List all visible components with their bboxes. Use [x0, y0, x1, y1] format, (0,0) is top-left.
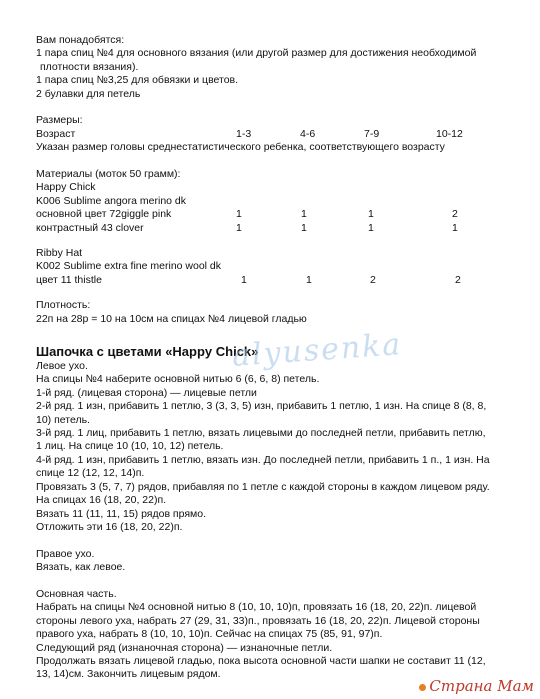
yarn2-name: Ribby Hat: [36, 247, 83, 260]
instruction-line: 4-й ряд. 1 изн, прибавить 1 петлю, вязать изн. До последней петли, прибавить 1 п., 1 изн. На: [36, 453, 490, 466]
blog-watermark: alyusenka: [230, 327, 404, 374]
pins-line: 2 булавки для петель: [36, 87, 141, 100]
skein-count: 1: [306, 273, 312, 286]
instruction-line: Продолжать вязать лицевой гладью, пока высота основной части шапки не составит 11 (12,: [36, 654, 486, 667]
left-ear-heading: Левое ухо.: [36, 360, 88, 373]
yarn2-color-label: цвет 11 thistle: [36, 273, 102, 286]
instruction-line: Отложить эти 16 (18, 20, 22)п.: [36, 520, 183, 533]
instruction-line: На спицы №4 наберите основной нитью 6 (6, 6, 8) петель.: [36, 373, 320, 386]
instruction-line: На спицах 16 (18, 20, 22)п.: [36, 494, 167, 507]
instruction-line: 10) петель.: [36, 413, 90, 426]
instruction-line: 1 лиц. На спице 10 (10, 10, 12) петель.: [36, 440, 224, 453]
skein-count: 1: [301, 208, 307, 221]
instruction-line: спице 12 (12, 12, 14)п.: [36, 467, 145, 480]
skein-count: 1: [241, 273, 247, 286]
skein-count: 1: [368, 208, 374, 221]
instruction-line: правого уха, набрать 8 (10, 10, 10)п. Сейчас на спицах 75 (85, 91, 97)п.: [36, 628, 383, 641]
age-label: Возраст: [36, 127, 76, 140]
needles-edge-line: 1 пара спиц №3,25 для обвязки и цветов.: [36, 74, 239, 87]
gauge-heading: Плотность:: [36, 299, 91, 312]
needed-heading: Вам понадобятся:: [36, 34, 125, 46]
yarn1-main-row: [36, 208, 526, 221]
instruction-line: Провязать 3 (5, 7, 7) рядов, прибавляя по 1 петле с каждой стороны в каждом лицевом ряду.: [36, 480, 490, 493]
yarn1-contrast-label: контрастный 43 clover: [36, 221, 144, 234]
site-watermark-text: Страна Мам: [429, 677, 534, 695]
main-part-heading: Основная часть.: [36, 587, 117, 600]
instruction-line: Вязать 11 (11, 11, 15) рядов прямо.: [36, 507, 207, 520]
skein-count: 1: [368, 221, 374, 234]
instruction-line: 13, 14)см. Закончить лицевым рядом.: [36, 668, 221, 681]
instruction-line: Вязать, как левое.: [36, 561, 126, 574]
skein-count: 1: [236, 208, 242, 221]
skein-count: 1: [301, 221, 307, 234]
yarn1-main-label: основной цвет 72giggle pink: [36, 208, 172, 221]
gauge-text: 22п на 28р = 10 на 10см на спицах №4 лицевой гладью: [36, 312, 307, 325]
site-watermark: [419, 677, 534, 695]
age-value: 7-9: [364, 127, 380, 140]
right-ear-heading: Правое ухо.: [36, 547, 95, 560]
instruction-line: стороны левого уха, набрать 27 (29, 31, 33)п., провязать 16 (18, 20, 22)п. Лицевой стороны: [36, 614, 480, 627]
yarn1-name: Happy Chick: [36, 181, 96, 194]
age-row: [36, 128, 526, 141]
age-value: 10-12: [436, 127, 463, 140]
skein-count: 2: [452, 208, 458, 221]
yarn2-description: K002 Sublime extra fine merino wool dk: [36, 260, 222, 273]
instruction-line: 1-й ряд. (лицевая сторона) — лицевые петли: [36, 386, 257, 399]
site-logo-icon: [419, 684, 426, 691]
instruction-line: Следующий ряд (изнаночная сторона) — изнаночные петли.: [36, 641, 333, 654]
skein-count: 1: [452, 221, 458, 234]
age-value: 1-3: [236, 127, 252, 140]
skein-count: 1: [236, 221, 242, 234]
needles-main-line-1: 1 пара спиц №4 для основного вязания (или другой размер для достижения необходимой: [36, 47, 477, 60]
yarn1-contrast-row: [36, 222, 526, 235]
sizes-heading: Размеры:: [36, 114, 83, 127]
pattern-title: Шапочка с цветами «Happy Chick»: [36, 344, 259, 360]
instruction-line: 3-й ряд. 1 лиц, прибавить 1 петлю, вязать лицевыми до последней петли, прибавить петлю,: [36, 427, 486, 440]
instruction-line: Набрать на спицы №4 основной нитью 8 (10, 10, 10)п, провязать 16 (18, 20, 22)п. лицевой: [36, 601, 477, 614]
yarn2-color-row: [36, 274, 526, 287]
skein-count: 2: [455, 273, 461, 286]
instruction-line: 2-й ряд. 1 изн, прибавить 1 петлю, 3 (3, 3, 5) изн, прибавить 1 петлю, 1 изн. На спице 8 (8, 8,: [36, 400, 487, 413]
age-value: 4-6: [300, 127, 316, 140]
sizes-note: Указан размер головы среднестатистического ребенка, соответствующего возрасту: [36, 141, 445, 154]
needles-main-line-2: плотности вязания).: [40, 60, 139, 73]
materials-heading: Материалы (моток 50 грамм):: [36, 168, 181, 181]
yarn1-description: K006 Sublime angora merino dk: [36, 194, 187, 207]
document-body: [36, 34, 526, 682]
skein-count: 2: [370, 273, 376, 286]
